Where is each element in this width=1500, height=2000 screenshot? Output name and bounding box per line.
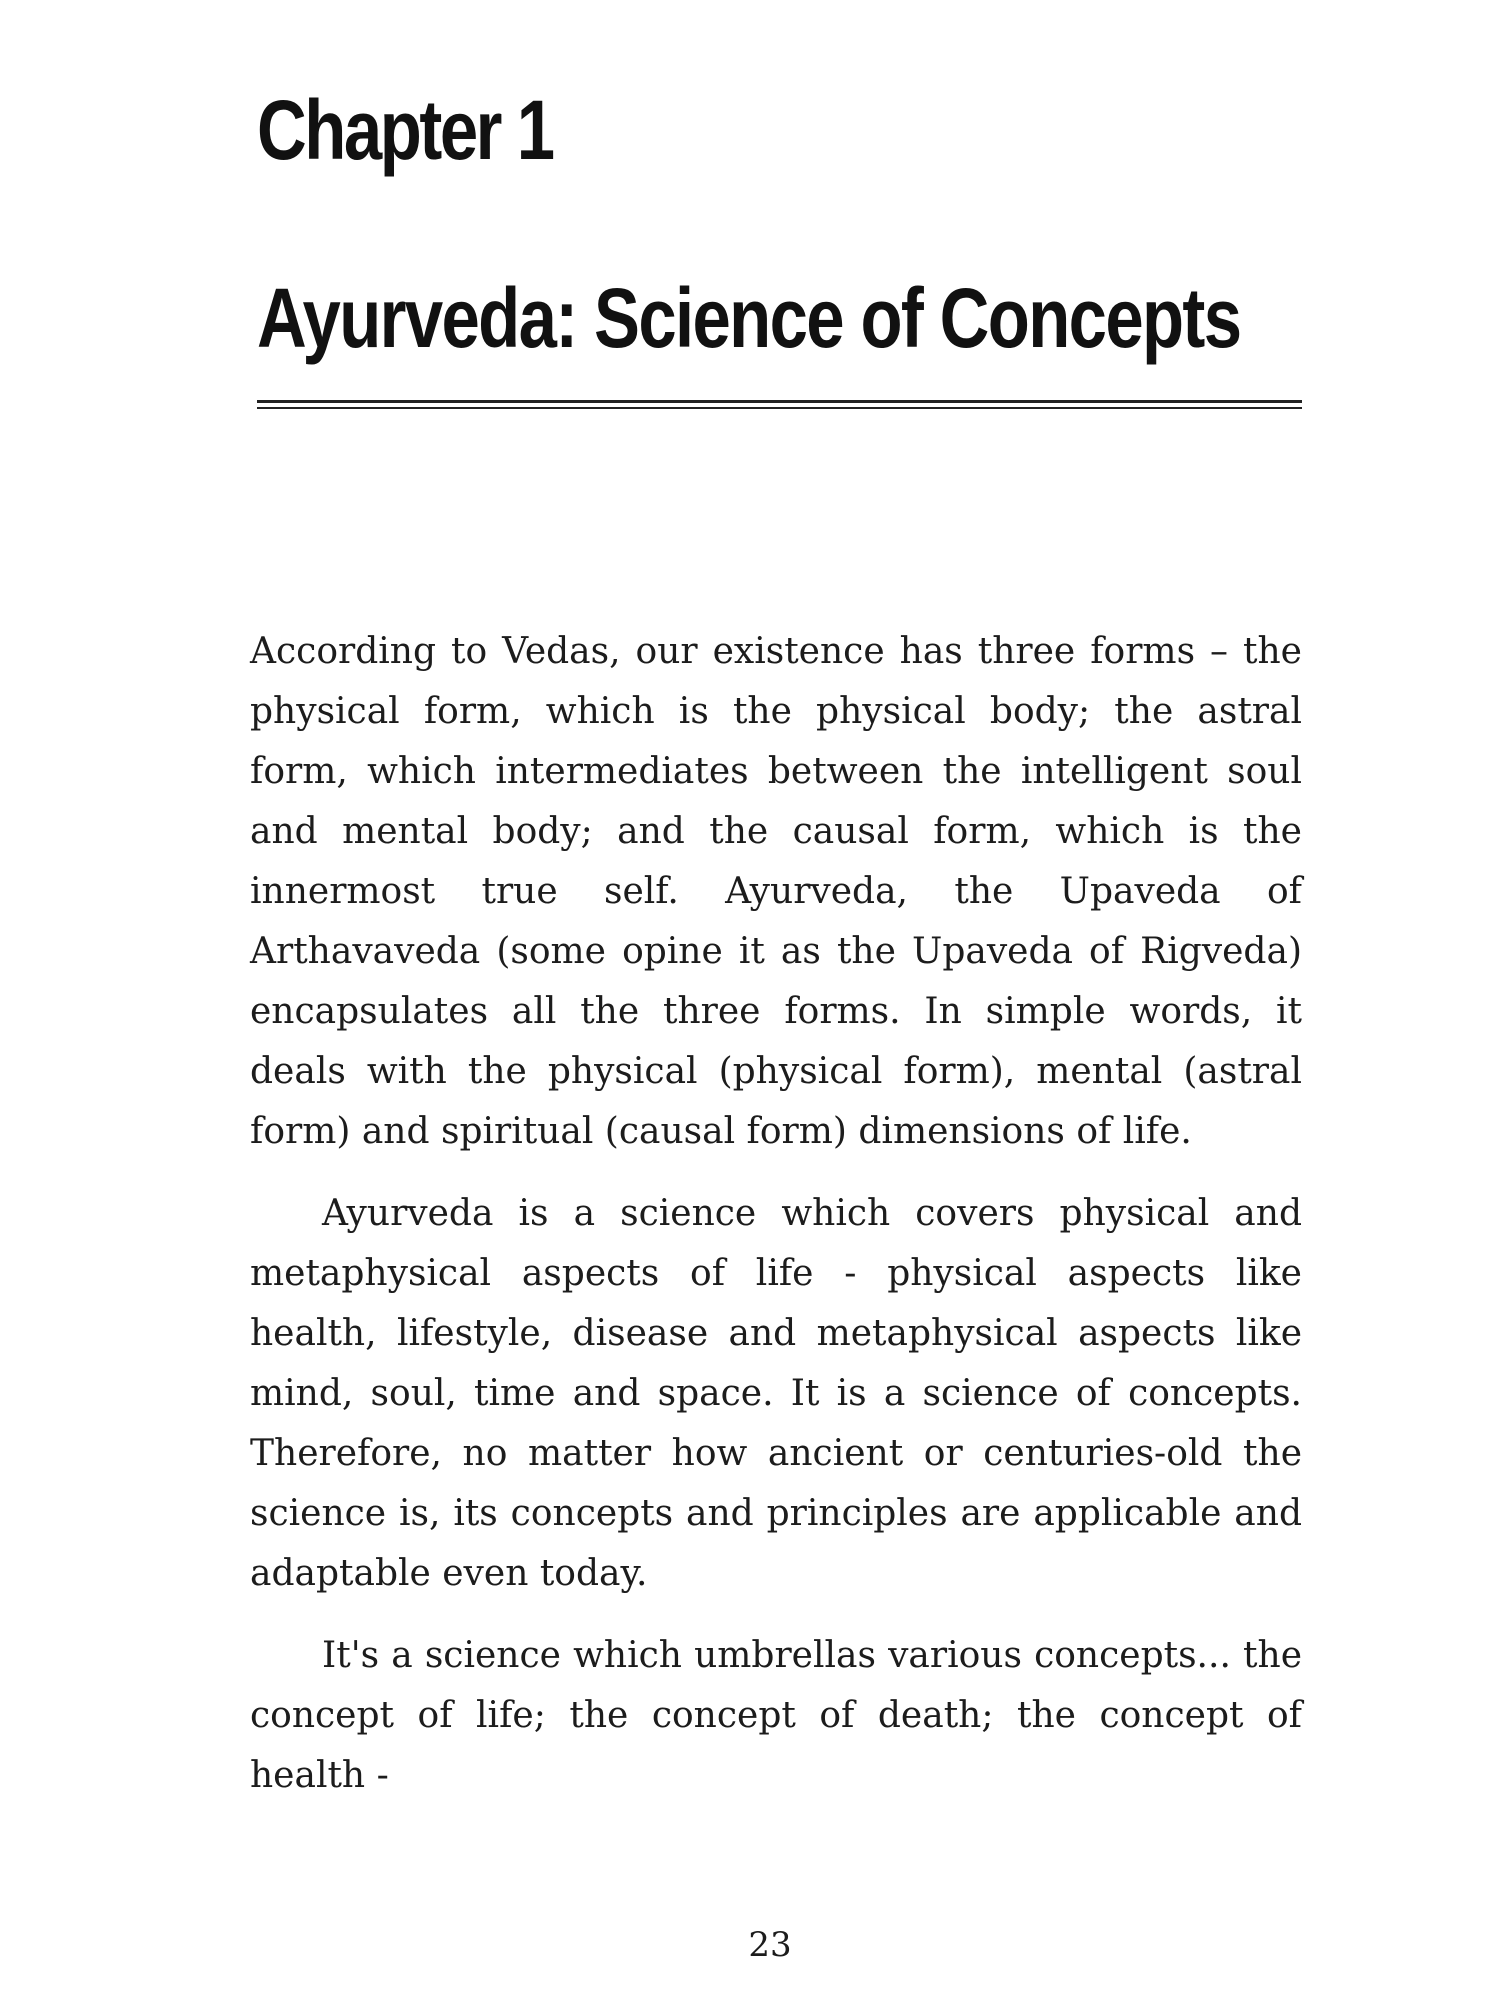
body-text [250,622,1302,1828]
paragraph: Ayurveda is a science which covers physical and metaphysical aspects of life - physical aspects like health, lifestyle, disease and metaphysical aspects like mind, soul, time and space. It is a science of concepts. Therefore, no matter how ancient or centuries-old the science is, its concepts and principles are applicable and adaptable even today. [250,1193,1302,1594]
title-rule-bottom [257,407,1302,409]
paragraph: It's a science which umbrellas various concepts... the concept of life; the concept of death; the concept of health - [250,1635,1302,1796]
chapter-title: Ayurveda: Science of Concepts [257,271,1241,365]
page-number: 23 [748,1925,792,1965]
title-rule-top [257,400,1302,403]
chapter-label: Chapter 1 [257,83,553,177]
paragraph: According to Vedas, our existence has three forms – the physical form, which is the physical body; the astral form, which intermediates between the intelligent soul and mental body; and the causal form, which is the innermost true self. Ayurveda, the Upaveda of Arthavaveda (some opine it as the Upaveda of Rigveda) encapsulates all the three forms. In simple words, it deals with the physical (physical form), mental (astral form) and spiritual (causal form) dimensions of life. [250,631,1302,1152]
